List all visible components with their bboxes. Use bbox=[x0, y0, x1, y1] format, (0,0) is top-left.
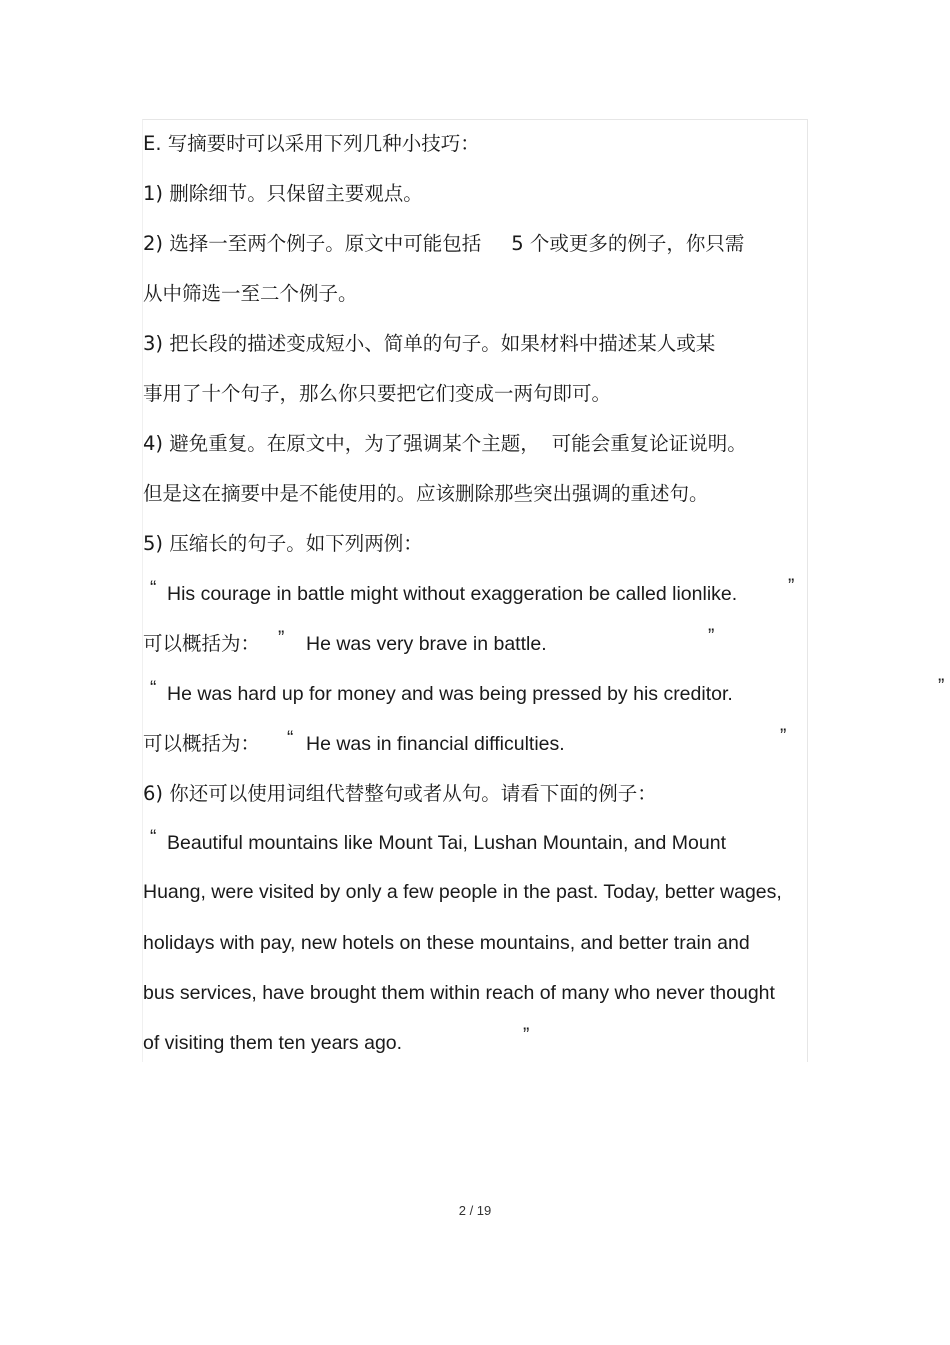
tip-2 bbox=[143, 231, 744, 257]
close-quote: ” bbox=[788, 576, 795, 597]
open-quote: “ bbox=[150, 578, 157, 599]
open-quote: “ bbox=[287, 728, 294, 749]
tip-2-text-b: 5 个或更多的例子，你只需 bbox=[511, 232, 745, 255]
close-quote: ” bbox=[938, 676, 945, 697]
page-number: 2 / 19 bbox=[458, 1203, 492, 1218]
close-quote: ” bbox=[708, 626, 715, 647]
open-quote: “ bbox=[150, 827, 157, 848]
open-quote: ” bbox=[278, 628, 285, 649]
example-3-line-2: Huang, were visited by only a few people in the past. Today, better wages, bbox=[143, 881, 782, 903]
open-quote: “ bbox=[150, 678, 157, 699]
example-1-original: His courage in battle might without exaggeration be called lionlike. bbox=[167, 583, 738, 605]
tip-4-cont: 但是这在摘要中是不能使用的。应该删除那些突出强调的重述句。 bbox=[143, 482, 709, 505]
tip-4-text-b: 可能会重复论证说明。 bbox=[551, 432, 747, 455]
tip-3-cont: 事用了十个句子，那么你只要把它们变成一两句即可。 bbox=[143, 382, 612, 405]
close-quote: ” bbox=[523, 1025, 530, 1046]
close-quote: ” bbox=[780, 726, 787, 747]
tip-2-cont: 从中筛选一至二个例子。 bbox=[143, 282, 358, 305]
example-1-label: 可以概括为： bbox=[143, 632, 261, 655]
tip-4 bbox=[143, 431, 747, 457]
example-3-line-3: holidays with pay, new hotels on these mountains, and better train and bbox=[143, 932, 750, 954]
tip-1: 1) 删除细节。只保留主要观点。 bbox=[143, 182, 423, 205]
tip-2-text-a: 2) 选择一至两个例子。原文中可能包括 bbox=[143, 232, 482, 255]
tip-3: 3) 把长段的描述变成短小、简单的句子。如果材料中描述某人或某 bbox=[143, 332, 716, 355]
tip-5: 5) 压缩长的句子。如下列两例： bbox=[143, 532, 423, 555]
heading-tips: E. 写摘要时可以采用下列几种小技巧： bbox=[143, 132, 480, 155]
example-1-summary: He was very brave in battle. bbox=[306, 633, 547, 655]
example-3-line-5: of visiting them ten years ago. bbox=[143, 1032, 403, 1054]
tip-6: 6) 你还可以使用词组代替整句或者从句。请看下面的例子： bbox=[143, 782, 657, 805]
example-3-line-1: Beautiful mountains like Mount Tai, Lushan Mountain, and Mount bbox=[167, 832, 726, 854]
example-2-original: He was hard up for money and was being pressed by his creditor. bbox=[167, 683, 733, 705]
example-2-label: 可以概括为： bbox=[143, 732, 261, 755]
tip-4-text-a: 4) 避免重复。在原文中，为了强调某个主题， bbox=[143, 432, 540, 455]
example-2-summary: He was in financial difficulties. bbox=[306, 733, 565, 755]
example-3-line-4: bus services, have brought them within reach of many who never thought bbox=[143, 982, 775, 1004]
